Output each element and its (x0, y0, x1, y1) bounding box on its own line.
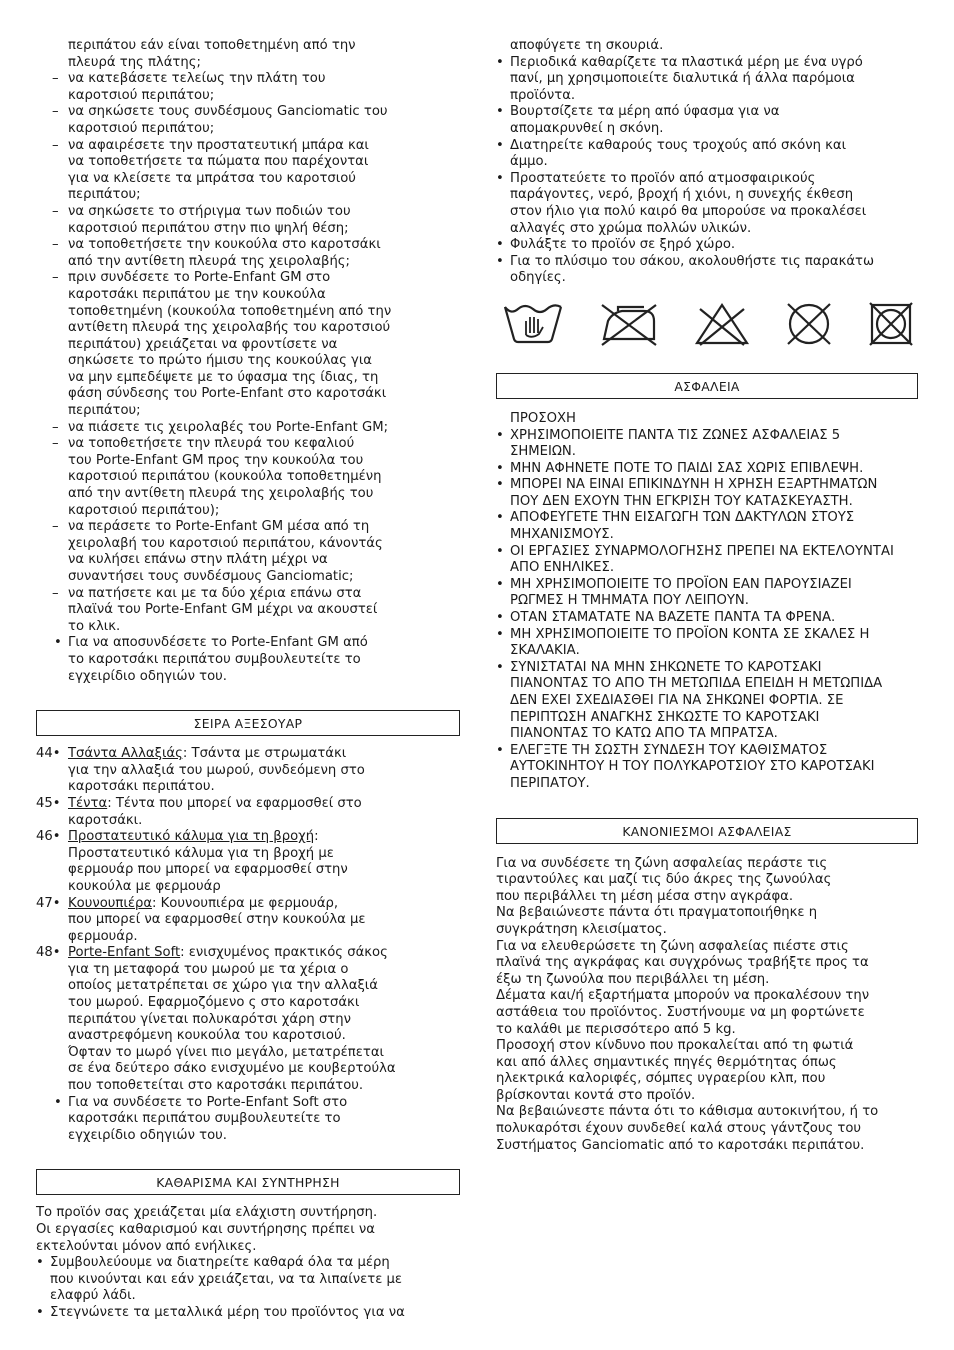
safety-bullet (496, 544, 920, 577)
fold-step (36, 204, 460, 237)
text-line: που μπορεί να εφαρμοσθεί στην κουκούλα με (68, 912, 366, 928)
text-line: από την αντίθετη πλευρά της χειρολαβής του (68, 486, 374, 502)
text-line: καροτσιού περιπάτου; (68, 120, 215, 136)
accessory-number: 47 • (36, 896, 61, 913)
text-line: • ΟΤΑΝ ΣΤΑΜΑΤΑΤΕ ΝΑ ΒΑΖΕΤΕ ΠΑΝΤΑ ΤΑ ΦΡΕΝΑ. (510, 610, 836, 626)
safety-bullet (496, 461, 920, 478)
fold-step (36, 519, 460, 585)
text-line: χειρολαβή του καροτσιού περιπάτου, κάνοντάς (68, 535, 383, 551)
text-line: πολυκαρότσι έχουν συνδεθεί καλά στους γάντζους του (496, 1121, 862, 1137)
accessory-number: 44 • (36, 746, 61, 763)
text-line: • ΑΠΟΦΕΥΓΕΤΕ ΤΗΝ ΕΙΣΑΓΩΓΗ ΤΩΝ ΔΑΚΤΥΛΩΝ ΣΤΟΥΣ (510, 510, 855, 526)
accessory-name: Τέντα (68, 795, 108, 811)
text-line: ΠΟΥ ΔΕΝ ΕΧΟΥΝ ΤΗΝ ΕΓΚΡΙΣΗ ΤΟΥ ΚΑΤΑΣΚΕΥΑΣΤΗ. (510, 493, 853, 509)
text-line: ΡΩΓΜΕΣ Η ΤΜΗΜΑΤΑ ΠΟΥ ΛΕΙΠΟΥΝ. (510, 593, 749, 609)
fold-step (36, 237, 460, 270)
text-line: φερμουάρ. (68, 928, 138, 944)
text-line: περιπάτου εάν είναι τοποθετημένη από την (68, 38, 356, 53)
text-line: – να πατήσετε και με τα δύο χέρια επάνω στα (68, 585, 362, 601)
text-line: το κλικ. (68, 618, 121, 634)
text-line: αντίθετη πλευρά της χειρολαβής του καροτσιού (68, 320, 391, 336)
text-line (68, 896, 460, 913)
text-line: εκτελούνται μόνον από ενήλικες. (36, 1238, 257, 1254)
text-line: αστάθεια του προϊόντος. Συστήνουμε να μη φορτώνετε (496, 1004, 865, 1020)
text-line: ΠΙΑΝΟΝΤΑΣ ΤΟ ΚΑΤΩ ΑΠΟ ΤΑ ΜΠΡΑΤΣΑ. (510, 726, 778, 742)
text-line: καροτσάκι περιπάτου. (68, 779, 215, 795)
text-line: σε ένα δεύτερο σάκο ενισχυμένο με κουβερτούλα (68, 1061, 396, 1077)
text-line: • Περιοδικά καθαρίζετε τα πλαστικά μέρη με ένα υγρό (510, 54, 863, 70)
text-line: πλευρά της πλάτης; (68, 54, 201, 70)
text-line: καροτσάκι περιπάτου συμβουλευτείτε το (68, 1111, 341, 1127)
safety-bullets (496, 428, 920, 793)
text-line: • Προστατεύετε το προϊόν από ατμοσφαιρικούς (510, 170, 816, 186)
text-line: περιπάτου; (68, 403, 141, 419)
cleaning-bullet (496, 104, 920, 137)
text-line: – να περάσετε το Porte-Enfant GM μέσα από τη (68, 519, 370, 535)
text-line: • ΜΗΝ ΑΦΗΝΕΤΕ ΠΟΤΕ ΤΟ ΠΑΙΔΙ ΣΑΣ ΧΩΡΙΣ ΕΠΙΒΛΕΨΗ. (510, 460, 864, 476)
text-line: • ΜΠΟΡΕΙ ΝΑ ΕΙΝΑΙ ΕΠΙΚΙΝΔΥΝΗ Η ΧΡΗΣΗ ΕΞΑΡΤΗΜΑΤΩΝ (510, 477, 878, 493)
safety-bullet (496, 660, 920, 743)
safety-bullet (496, 477, 920, 510)
text-line (68, 796, 460, 813)
accessory-item (36, 945, 460, 1094)
section-header-safety-rules: ΚΑΝΟΝΙΕΣΜΟΙ ΑΣΦΑΛΕΙΑΣ (496, 818, 918, 844)
text-line: σηκώσετε το πρώτο ήμισυ της κουκούλας για (68, 353, 372, 369)
text-line: βρίσκονται κοντά στο προϊόν. (496, 1087, 696, 1103)
safety-bullet (496, 428, 920, 461)
text-line: περιπάτου) χρειάζεται να φροντίσετε να (68, 336, 338, 352)
soft-note (36, 1095, 460, 1145)
accessory-number: 46 • (36, 829, 61, 846)
text-line: φάση σύνδεσης του Porte-Enfant στο καροτσάκι (68, 386, 387, 402)
text-line: πλαϊνά της αγκράφας και συγχρόνως τραβήξτε προς τα (496, 955, 869, 971)
text-line: Να βεβαιώνεστε πάντα ότι το κάθισμα αυτοκινήτου, ή το (496, 1104, 879, 1120)
safety-bullet (496, 627, 920, 660)
text-line: Για να συνδέσετε τη ζώνη ασφαλείας περάστε τις (496, 855, 828, 871)
text-line: εγχειρίδιο οδηγιών του. (68, 1127, 227, 1143)
safety-bullet (496, 743, 920, 793)
text-line: για την αλλαξιά του μωρού, συνδεόμενη στο (68, 762, 365, 778)
accessory-item (36, 746, 460, 796)
text-line: ΑΥΤΟΚΙΝΗΤΟΥ Η ΤΟΥ ΠΟΛΥΚΑΡΟΤΣΙΟΥ ΣΤΟ ΚΑΡΟΤΣΑΚΙ (510, 759, 875, 775)
cleaning-bullet (496, 237, 920, 254)
text-line: άμμο. (510, 154, 548, 170)
cleaning-bullet (36, 1255, 460, 1305)
text-line: έξω τη ζωνούλα που περιβάλλει τη μέση. (496, 971, 770, 987)
text-line: τοποθετημένη (κουκούλα τοποθετημένη από την (68, 303, 392, 319)
text-line: του μωρού. Εφαρμοζόμενο ς στο καροτσάκι (68, 995, 360, 1011)
text-line: να κυλήσει επάνω στην πλάτη μέχρι να (68, 552, 328, 568)
text-line: που τοποθετείται στο καροτσάκι περιπάτου. (68, 1078, 364, 1094)
text-line: οδηγίες. (510, 270, 566, 286)
accessory-name: Τσάντα Αλλαξιάς (68, 746, 183, 762)
text-line: Να βεβαιώνεστε πάντα ότι πραγματοποιήθηκε η (496, 905, 818, 921)
text-line: καροτσιού περιπάτου); (68, 502, 220, 518)
text-line: συγκράτηση κλεισίματος. (496, 921, 667, 937)
text-line (68, 746, 460, 763)
text-line: – να κατεβάσετε τελείως την πλάτη του (68, 71, 326, 87)
text-line: εγχειρίδιο οδηγιών του. (68, 668, 227, 684)
text-line (68, 945, 460, 962)
text-line: ΣΗΜΕΙΩΝ. (510, 444, 576, 460)
fold-step (36, 420, 460, 437)
text-line: – πριν συνδέσετε το Porte-Enfant GM στο (68, 270, 331, 286)
text-line: για τη μεταφορά του μωρού με τα χέρια ο (68, 961, 349, 977)
text-line: ΑΠΟ ΕΝΗΛΙΚΕΣ. (510, 560, 615, 576)
text-line: αναστρεφόμενη κουκούλα του καροτσιού. (68, 1028, 346, 1044)
accessory-description: : (314, 829, 319, 845)
text-line: • Διατηρείτε καθαρούς τους τροχούς από σκόνη και (510, 137, 847, 153)
section-header-accessories: ΣΕΙΡΑ ΑΞΕΣΟΥΑΡ (36, 710, 460, 736)
text-line: αλλαγές στο χρώμα πολλών υλικών. (510, 220, 752, 236)
text-line: Προστατευτικό κάλυμα για τη βροχή με (68, 845, 334, 861)
right-column (496, 38, 920, 1154)
text-line: οποίος μετατρέπεται σε χώρο για την αλλαξιά (68, 978, 378, 994)
cleaning-bullets (496, 55, 920, 287)
text-line: κουκούλα με φερμουάρ (68, 878, 221, 894)
unhook-note (36, 635, 460, 685)
text-line: ΠΕΡΙΠΤΩΣΗ ΑΝΑΓΚΗΣ ΣΗΚΩΣΤΕ ΤΟ ΚΑΡΟΤΣΑΚΙ (510, 709, 820, 725)
safety-bullet (496, 577, 920, 610)
cleaning-bullet (496, 55, 920, 105)
text-line: να μην εμπεδέψετε με το ύφασμα της ίδιας, τη (68, 369, 379, 385)
text-line: – να σηκώσετε τους συνδέσμους Ganciomatic του (68, 104, 388, 120)
fold-step (36, 138, 460, 204)
text-line: – να αφαιρέσετε την προστατευτική μπάρα και (68, 137, 369, 153)
text-line: • Βουρτσίζετε τα μέρη από ύφασμα για να (510, 104, 780, 120)
text-line (68, 829, 460, 846)
text-line: – να τοποθετήσετε την κουκούλα στο καροτσάκι (68, 237, 381, 253)
section-header-cleaning: ΚΑΘΑΡΙΣΜΑ ΚΑΙ ΣΥΝΤΗΡΗΣΗ (36, 1169, 460, 1195)
safety-caution: ΠΡΟΣΟΧΗ (510, 410, 576, 426)
left-column (36, 38, 460, 1322)
text-line: • ΜΗ ΧΡΗΣΙΜΟΠΟΙΕΙΤΕ ΤΟ ΠΡΟΪΟΝ ΚΟΝΤΑ ΣΕ ΣΚΑΛΕΣ Η (510, 626, 870, 642)
hand-wash-icon (502, 301, 564, 347)
accessory-name: Porte-Enfant Soft (68, 945, 181, 961)
text-line: Δέματα και/ή εξαρτήματα μπορούν να προκαλέσουν την (496, 988, 870, 1004)
accessory-number: 45 • (36, 796, 61, 813)
section-header-safety: ΑΣΦΑΛΕΙΑ (496, 373, 918, 399)
fold-step (36, 270, 460, 419)
accessory-number: 48 • (36, 945, 61, 962)
do-not-bleach-icon (694, 301, 750, 347)
text-line: το καροτσάκι περιπάτου συμβουλευτείτε το (68, 651, 361, 667)
cleaning-bullet (496, 254, 920, 287)
text-line: απομακρυνθεί η σκόνη. (510, 120, 664, 136)
text-line: • Φυλάξτε το προϊόν σε ξηρό χώρο. (510, 237, 736, 253)
text-line: • Συμβουλεύουμε να διατηρείτε καθαρά όλα τα μέρη (50, 1255, 390, 1271)
text-line: καροτσιού περιπάτου (κουκούλα τοποθετημένη (68, 469, 382, 485)
text-line: φερμουάρ που μπορεί να εφαρμοσθεί στην (68, 862, 348, 878)
fold-step (36, 586, 460, 636)
text-line: ΠΕΡΙΠΑΤΟΥ. (510, 775, 590, 791)
text-line: ελαφρύ λάδι. (50, 1288, 136, 1304)
text-line: που κινούνται και εάν χρειάζεται, να τα λιπαίνετε με (50, 1271, 403, 1287)
cleaning-bullet (496, 171, 920, 237)
text-line: συναντήσει τους συνδέσμους Ganciomatic; (68, 569, 354, 584)
fold-step (36, 104, 460, 137)
text-line: για να κλείσετε τα μπράτσα του καροτσιού (68, 170, 356, 186)
text-line: – να πιάσετε τις χειρολαβές του Porte-Enfant GM; (68, 419, 389, 435)
text-line: Συστήματος Ganciomatic από το καροτσάκι περιπάτου. (496, 1137, 865, 1153)
safety-bullet (496, 610, 920, 627)
safety-bullet (496, 510, 920, 543)
do-not-iron-icon (598, 301, 660, 347)
text-line: πανί, μη χρησιμοποιείτε διαλυτικά ή άλλα παρόμοια (510, 71, 855, 87)
text-line: περιπάτου γίνεται πολυκαρότσι χάρη στην (68, 1011, 351, 1027)
text-line: ηλεκτρικά καλοριφές, σόμπες υγραερίου κλπ, που (496, 1071, 826, 1087)
do-not-dry-clean-icon (784, 301, 834, 347)
text-line: Όφταν το μωρό γίνει πιο μεγάλο, μετατρέπεται (68, 1044, 384, 1060)
text-line: από την αντίθετη πλευρά της χειρολαβής; (68, 253, 350, 269)
text-line: • ΜΗ ΧΡΗΣΙΜΟΠΟΙΕΙΤΕ ΤΟ ΠΡΟΪΟΝ ΕΑΝ ΠΑΡΟΥΣΙΑΖΕΙ (510, 576, 852, 592)
text-line: του Porte-Enfant GM προς την κουκούλα του (68, 452, 364, 468)
text-line: ΠΙΑΝΟΝΤΑΣ ΤΟ ΑΠΟ ΤΗ ΜΕΤΩΠΙΔΑ ΕΠΕΙΔΗ Η ΜΕΤΩΠΙΔΑ (510, 676, 883, 692)
accessory-item (36, 896, 460, 946)
accessory-name: Προστατευτικό κάλυμα για τη βροχή (68, 829, 315, 845)
fold-continuation (36, 38, 460, 71)
cleaning-continuation (496, 38, 920, 55)
text-line: • ΧΡΗΣΙΜΟΠΟΙΕΙΤΕ ΠΑΝΤΑ ΤΙΣ ΖΩΝΕΣ ΑΣΦΑΛΕΙΑΣ 5 (510, 427, 841, 443)
text-line: ΔΕΝ ΕΧΕΙ ΣΧΕΔΙΑΣΘΕΙ ΓΙΑ ΝΑ ΣΗΚΩΝΕΙ ΦΟΡΤΙΑ. ΣΕ (510, 693, 844, 708)
text-line: αποφύγετε τη σκουριά. (510, 38, 664, 53)
accessory-item (36, 796, 460, 829)
text-line: καροτσάκι. (68, 812, 143, 828)
accessory-description: : ενισχυμένος πρακτικός σάκος (180, 945, 388, 961)
text-line: καροτσάκι περιπάτου με την κουκούλα (68, 286, 326, 302)
do-not-tumble-dry-icon (868, 301, 914, 347)
accessory-description: : Τέντα που μπορεί να εφαρμοσθεί στο (107, 795, 362, 811)
text-line: να τοποθετήσετε τα πώματα που παρέχονται (68, 154, 369, 170)
text-line: Για να ελευθερώσετε τη ζώνη ασφαλείας πιέστε στις (496, 938, 849, 954)
accessory-item (36, 829, 460, 895)
text-line: Το προϊόν σας χρειάζεται μία ελάχιστη συντήρηση. (36, 1205, 378, 1221)
text-line: που περιβάλλει τη μέση μέσα στην αγκράφα. (496, 888, 794, 904)
text-line: ΣΚΑΛΑΚΙΑ. (510, 643, 580, 659)
text-line: καροτσιού περιπάτου; (68, 87, 215, 103)
text-line: Οι εργασίες καθαρισμού και συντήρησης πρέπει να (36, 1222, 375, 1237)
text-line: • Για να συνδέσετε το Porte-Enfant Soft στο (68, 1094, 348, 1110)
text-line: παράγοντες, νερό, βροχή ή χιόνι, η συνεχής έκθεση (510, 187, 854, 203)
text-line: και από άλλες σημαντικές πηγές θερμότητας όπως (496, 1054, 837, 1070)
text-line: προϊόντα. (510, 87, 576, 103)
safety-rules-text (496, 856, 920, 1155)
text-line: • ΕΛΕΓΞΤΕ ΤΗ ΣΩΣΤΗ ΣΥΝΔΕΣΗ ΤΟΥ ΚΑΘΙΣΜΑΤΟΣ (510, 742, 828, 758)
cleaning-bullet (36, 1305, 460, 1322)
text-line: • Στεγνώνετε τα μεταλλικά μέρη του προϊόντος για να (50, 1304, 405, 1320)
text-line: ΜΗΧΑΝΙΣΜΟΥΣ. (510, 527, 614, 543)
care-symbols (502, 300, 914, 348)
cleaning-intro (36, 1205, 460, 1255)
accessory-name: Κουνουπιέρα (68, 895, 153, 911)
cleaning-bullets (36, 1255, 460, 1321)
text-line: περιπάτου; (68, 187, 141, 203)
fold-step (36, 71, 460, 104)
text-line: το καλάθι με περισσότερο από 5 kg. (496, 1021, 736, 1037)
text-line: στον ήλιο για πολύ καιρό θα μπορούσε να προκαλέσει (510, 203, 867, 219)
cleaning-bullet (496, 138, 920, 171)
text-line: – να σηκώσετε το στήριγμα των ποδιών του (68, 203, 351, 219)
text-line: • ΟΙ ΕΡΓΑΣΙΕΣ ΣΥΝΑΡΜΟΛΟΓΗΣΗΣ ΠΡΕΠΕΙ ΝΑ ΕΚΤΕΛΟΥΝΤΑΙ (510, 543, 894, 559)
text-line: • Για το πλύσιμο του σάκου, ακολουθήστε τις παρακάτω (510, 253, 875, 269)
text-line: • ΣΥΝΙΣΤΑΤΑΙ ΝΑ ΜΗΝ ΣΗΚΩΝΕΤΕ ΤΟ ΚΑΡΟΤΣΑΚΙ (510, 659, 822, 675)
text-line: • Για να αποσυνδέσετε το Porte-Enfant GM από (68, 635, 368, 651)
accessories-list (36, 746, 460, 1094)
text-line: Προσοχή στον κίνδυνο που προκαλείται από τη φωτιά (496, 1038, 854, 1054)
text-line: καροτσιού περιπάτου στην πιο ψηλή θέση; (68, 220, 349, 236)
fold-steps-list (36, 71, 460, 635)
text-line: – να τοποθετήσετε την πλευρά του κεφαλιού (68, 436, 355, 452)
accessory-description: : Κουνουπιέρα με φερμουάρ, (152, 895, 339, 911)
accessory-description: : Τσάντα με στρωματάκι (182, 746, 347, 762)
fold-step (36, 436, 460, 519)
text-line: πλαϊνά του Porte-Enfant GM μέχρι να ακουστεί (68, 602, 378, 618)
text-line: τιραντούλες και μαζί τις δύο άκρες της ζωνούλας (496, 872, 832, 888)
